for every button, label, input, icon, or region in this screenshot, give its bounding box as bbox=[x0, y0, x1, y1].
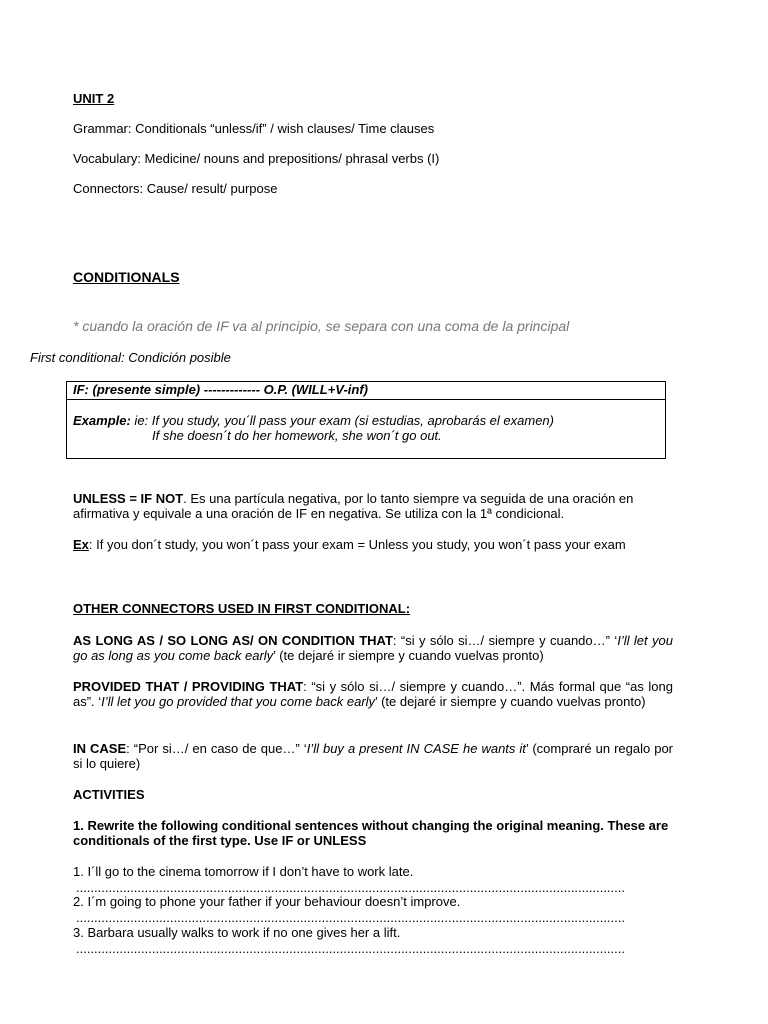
activity-item-1: 1. I´ll go to the cinema tomorrow if I don’t have to work late. bbox=[73, 864, 414, 879]
answer-line-2[interactable]: ........................................................................................................................................................ bbox=[76, 910, 625, 925]
example-line-2: If she doesn´t do her homework, she won´t go out. bbox=[152, 428, 442, 443]
first-conditional-label: First conditional: Condición posible bbox=[30, 350, 231, 365]
provided-term: PROVIDED THAT / PROVIDING THAT bbox=[73, 679, 304, 694]
provided-paragraph bbox=[73, 679, 673, 709]
as-long-as-text: : “si y sólo si…/ siempre y cuando…” ‘ bbox=[392, 633, 618, 648]
provided-translation: ’ (te dejaré ir siempre y cuando vuelvas pronto) bbox=[375, 694, 646, 709]
activities-title: ACTIVITIES bbox=[73, 787, 145, 802]
unless-example bbox=[73, 537, 673, 552]
activity-instruction: 1. Rewrite the following conditional sentences without changing the original meaning. These are conditionals of the first type. Use IF or UNLESS bbox=[73, 818, 669, 848]
formula-box bbox=[66, 381, 666, 459]
conditionals-title: CONDITIONALS bbox=[73, 269, 180, 285]
as-long-as-example: I’ll let you go as long as you come back early bbox=[73, 633, 673, 663]
formula-text: IF: (presente simple) ------------- O.P. (WILL+V-inf) bbox=[67, 382, 665, 400]
example-block bbox=[67, 400, 665, 443]
in-case-text: : “Por si…/ en caso de que…” ‘ bbox=[126, 741, 307, 756]
unless-term: UNLESS = IF NOT bbox=[73, 491, 184, 506]
as-long-as-translation: ’ (te dejaré ir siempre y cuando vuelvas pronto) bbox=[273, 648, 544, 663]
answer-line-3[interactable]: ........................................................................................................................................................ bbox=[76, 941, 625, 956]
in-case-translation: ’ (compraré un regalo por si lo quiere) bbox=[73, 741, 674, 771]
in-case-example: I’ll buy a present IN CASE he wants it bbox=[306, 741, 526, 756]
grammar-line: Grammar: Conditionals “unless/if” / wish clauses/ Time clauses bbox=[73, 121, 435, 136]
in-case-paragraph bbox=[73, 741, 673, 771]
provided-example: I’ll let you go provided that you come back early bbox=[101, 694, 376, 709]
example-label: Example: bbox=[73, 413, 131, 428]
example-line-1: ie: If you study, you´ll pass your exam (si estudias, aprobarás el examen) bbox=[130, 413, 554, 428]
comma-note: * cuando la oración de IF va al principio, se separa con una coma de la principal bbox=[73, 318, 570, 334]
connectors-line: Connectors: Cause/ result/ purpose bbox=[73, 181, 278, 196]
in-case-term: IN CASE bbox=[73, 741, 127, 756]
unless-text: . Es una partícula negativa, por lo tanto siempre va seguida de una oración en afirmativa y equivale a una oración de IF en negativa. Se utiliza con la 1ª condicional. bbox=[73, 491, 634, 521]
answer-line-1[interactable]: ........................................................................................................................................................ bbox=[76, 880, 625, 895]
other-connectors-title: OTHER CONNECTORS USED IN FIRST CONDITIONAL: bbox=[73, 601, 411, 616]
vocabulary-line: Vocabulary: Medicine/ nouns and prepositions/ phrasal verbs (I) bbox=[73, 151, 440, 166]
ex-label: Ex bbox=[73, 537, 89, 552]
provided-text: : “si y sólo si…/ siempre y cuando…”. Más formal que “as long as”. ‘ bbox=[73, 679, 673, 709]
unit-title: UNIT 2 bbox=[73, 91, 115, 106]
as-long-as-term: AS LONG AS / SO LONG AS/ ON CONDITION THAT bbox=[73, 633, 393, 648]
activity-item-3: 3. Barbara usually walks to work if no one gives her a lift. bbox=[73, 925, 401, 940]
activity-item-2: 2. I´m going to phone your father if your behaviour doesn’t improve. bbox=[73, 894, 461, 909]
ex-text: : If you don´t study, you won´t pass your exam = Unless you study, you won´t pass your exam bbox=[88, 537, 626, 552]
as-long-as-paragraph bbox=[73, 633, 673, 663]
unless-paragraph bbox=[73, 491, 673, 521]
